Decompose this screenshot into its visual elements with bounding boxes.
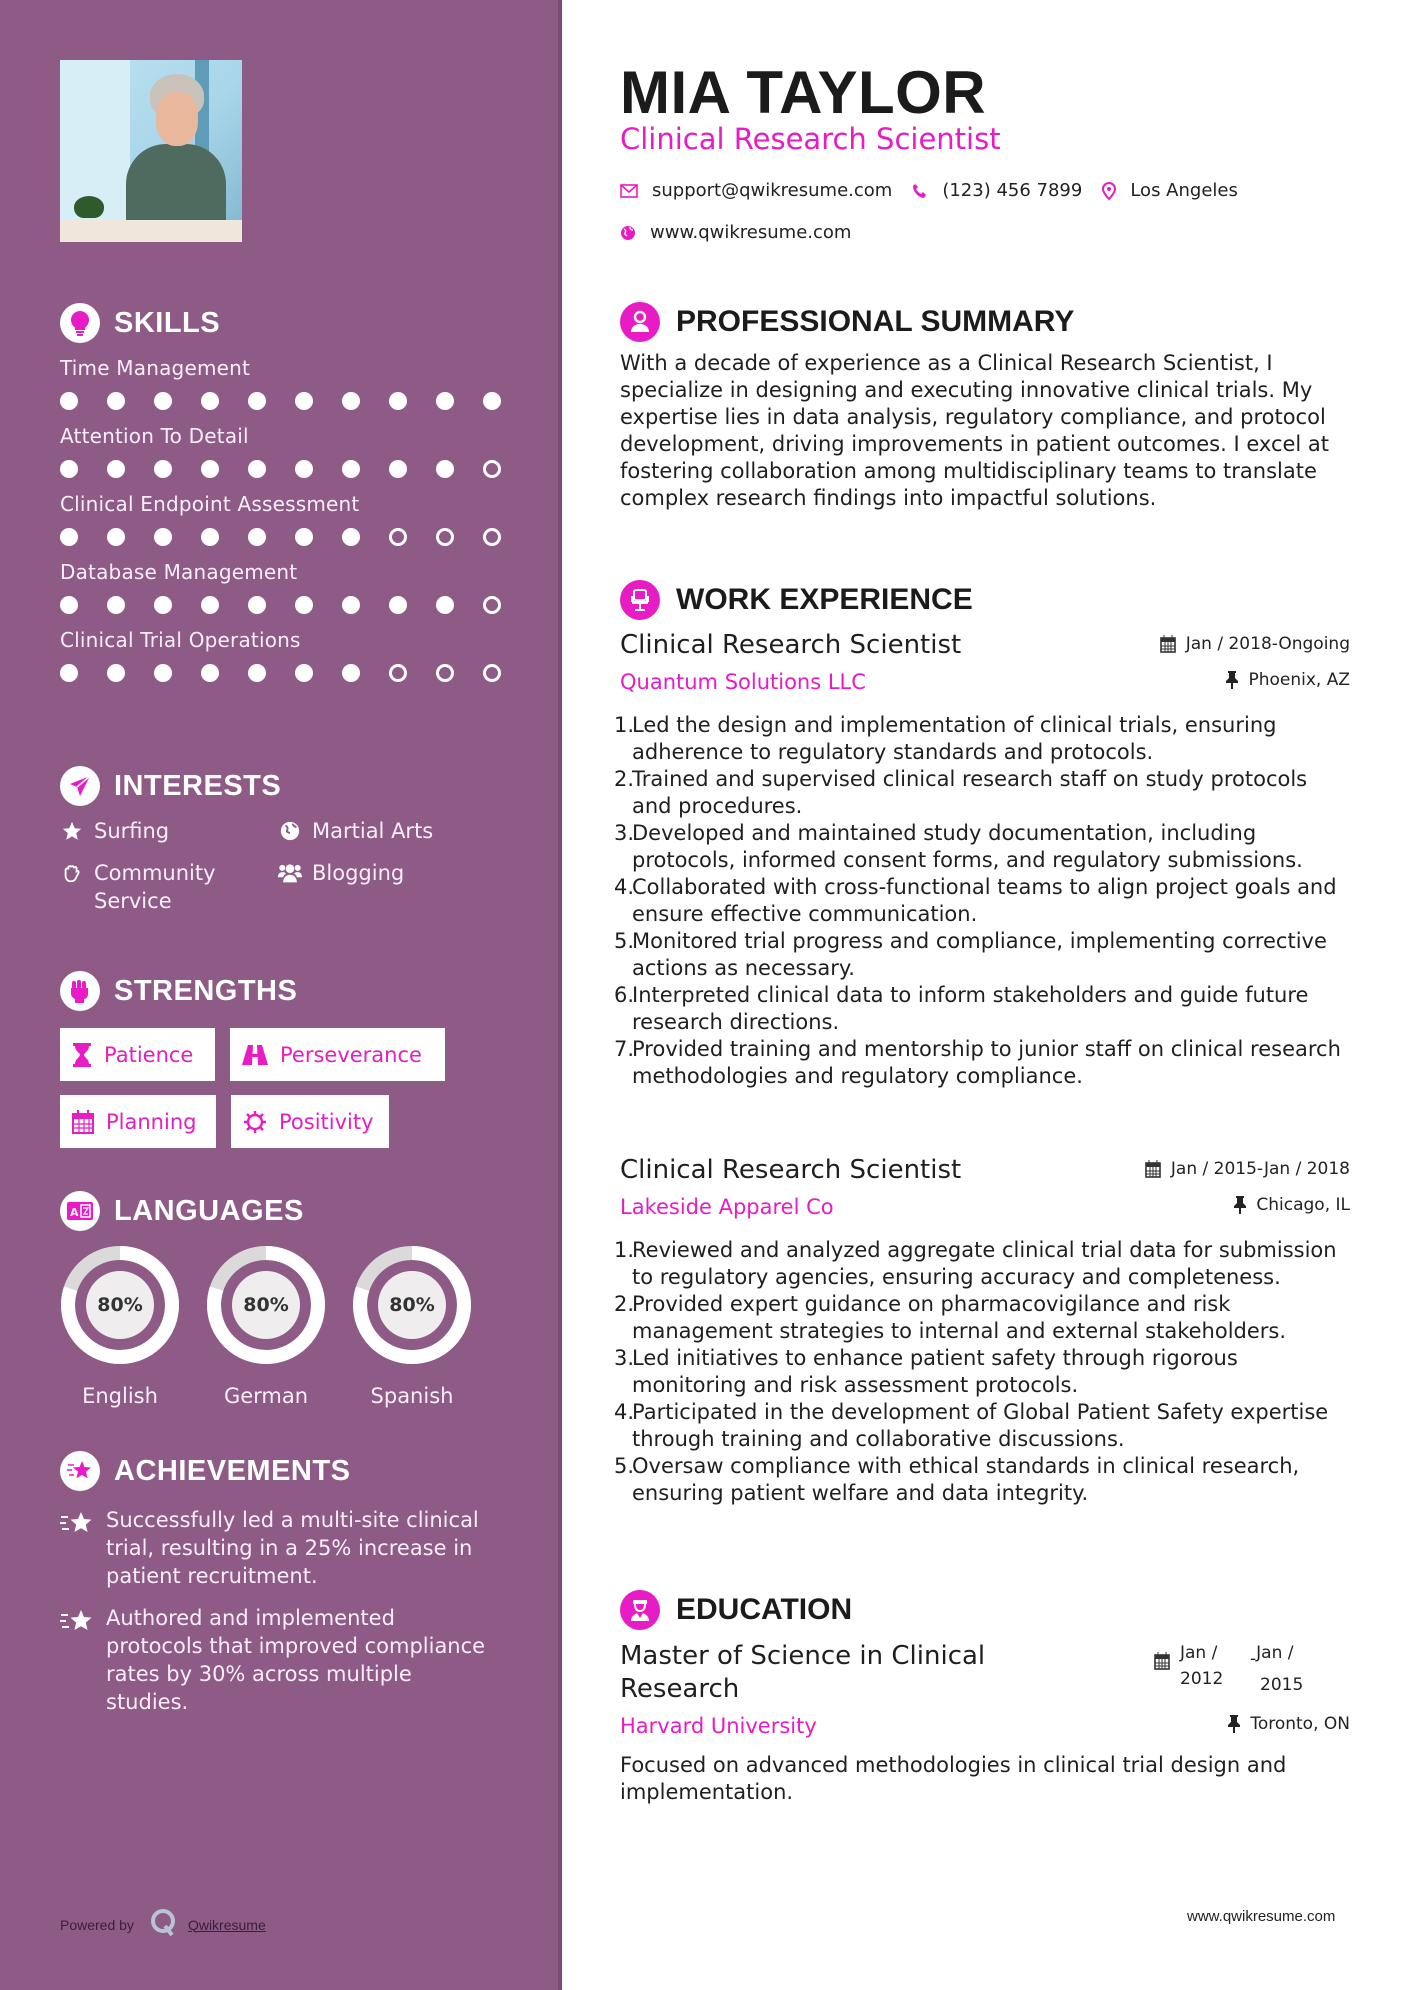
candidate-title: Clinical Research Scientist — [620, 122, 1001, 156]
skill-name: Clinical Trial Operations — [60, 628, 301, 652]
bullet-item: 1. Led the design and implementation of clinical trials, ensuring adherence to regulatory standards and protocols. — [614, 713, 1277, 764]
graduate-icon — [620, 1590, 660, 1630]
strength-chip: Planning — [60, 1095, 216, 1148]
skills-heading: SKILLS — [114, 306, 221, 339]
filled-dot-icon — [389, 596, 407, 614]
shooting-star-icon — [60, 1506, 94, 1590]
filled-dot-icon — [483, 392, 501, 410]
strength-chip: Positivity — [231, 1095, 389, 1148]
bullet-item: 5. Monitored trial progress and compliance, implementing corrective actions as necessary. — [614, 929, 1327, 980]
road-icon — [242, 1045, 268, 1065]
filled-dot-icon — [201, 596, 219, 614]
degree: Master of Science in Clinical Research — [620, 1641, 986, 1704]
filled-dot-icon — [60, 460, 78, 478]
language-progress-ring — [205, 1244, 327, 1366]
skill-name: Attention To Detail — [60, 424, 249, 448]
skill-name: Database Management — [60, 560, 298, 584]
language-percent: 80% — [378, 1271, 446, 1339]
filled-dot-icon — [248, 392, 266, 410]
skill-item — [60, 628, 530, 684]
filled-dot-icon — [201, 392, 219, 410]
bullet-item: 3. Developed and maintained study documentation, including protocols, informed consent forms, and regulatory submissions. — [614, 821, 1303, 872]
calendar-icon — [1154, 1640, 1170, 1670]
calendar-icon — [1160, 635, 1176, 653]
education-description: Focused on advanced methodologies in clinical trial design and implementation. — [620, 1753, 1287, 1804]
job-dates: Jan / 2018-Ongoing — [1185, 634, 1350, 654]
map-pin-icon — [1102, 182, 1116, 200]
bullet-item: 5. Oversaw compliance with ethical standards in clinical research, ensuring patient welfare and data integrity. — [614, 1454, 1300, 1505]
qwikresume-logo-icon — [150, 1908, 176, 1941]
filled-dot-icon — [107, 664, 125, 682]
website-row — [620, 222, 851, 243]
empty-dot-icon — [483, 664, 501, 682]
filled-dot-icon — [107, 460, 125, 478]
interests-section — [60, 765, 530, 915]
skill-rating — [60, 664, 530, 684]
filled-dot-icon — [295, 528, 313, 546]
skill-rating — [60, 392, 530, 412]
bullet-item: 6. Interpreted clinical data to inform stakeholders and guide future research directions. — [614, 983, 1309, 1034]
job-role: Clinical Research Scientist — [620, 1155, 962, 1185]
filled-dot-icon — [295, 460, 313, 478]
job-role: Clinical Research Scientist — [620, 630, 962, 660]
achievement-item — [60, 1604, 530, 1716]
skill-rating — [60, 460, 530, 480]
interests-heading: INTERESTS — [114, 769, 282, 802]
filled-dot-icon — [107, 596, 125, 614]
contact-row — [620, 180, 1258, 201]
filled-dot-icon — [154, 596, 172, 614]
filled-dot-icon — [201, 664, 219, 682]
shooting-star-icon — [60, 1451, 100, 1491]
bullet-item: 3. Led initiatives to enhance patient safety through rigorous monitoring and risk assessment protocols. — [614, 1346, 1238, 1397]
strength-chip: Perseverance — [230, 1028, 445, 1081]
svg-text:A: A — [70, 1206, 79, 1219]
sidebar — [0, 0, 560, 1990]
skill-item — [60, 560, 530, 616]
candidate-name: MIA TAYLOR — [620, 59, 987, 126]
envelope-icon — [620, 184, 638, 198]
education-header: EDUCATION — [620, 1590, 852, 1630]
language-item — [60, 1244, 180, 1408]
star-icon — [60, 817, 84, 842]
user-icon — [620, 302, 660, 342]
filled-dot-icon — [342, 596, 360, 614]
empty-dot-icon — [483, 460, 501, 478]
interest-item: Blogging — [278, 859, 518, 915]
skill-item — [60, 492, 530, 548]
strength-chip: Patience — [60, 1028, 215, 1081]
languages-heading: LANGUAGES — [114, 1194, 304, 1227]
job-location: Chicago, IL — [1256, 1195, 1350, 1215]
fist-icon — [60, 971, 100, 1011]
education-dates: Jan / 2012 -Jan / 2015 — [1154, 1640, 1310, 1698]
hourglass-icon — [72, 1043, 92, 1067]
language-percent: 80% — [86, 1271, 154, 1339]
filled-dot-icon — [342, 664, 360, 682]
achievement-text: Authored and implemented protocols that improved compliance rates by 30% across multiple studies. — [106, 1606, 486, 1714]
skill-name: Time Management — [60, 356, 251, 380]
language-name: German — [223, 1384, 309, 1408]
interest-item: Surfing — [60, 817, 278, 845]
filled-dot-icon — [342, 528, 360, 546]
school-name: Harvard University — [620, 1714, 817, 1738]
bullet-item: 1. Reviewed and analyzed aggregate clinical trial data for submission to regulatory agencies, ensuring accuracy and completeness. — [614, 1238, 1337, 1289]
job-bullets — [614, 712, 1350, 1090]
achievements-section — [60, 1450, 530, 1716]
phone[interactable]: (123) 456 7899 — [942, 180, 1083, 201]
skill-rating — [60, 528, 530, 548]
languages-section — [60, 1190, 530, 1408]
globe-icon — [278, 817, 302, 842]
hand-icon — [60, 859, 84, 884]
filled-dot-icon — [342, 460, 360, 478]
job-entry — [614, 1155, 1350, 1507]
translate-icon — [60, 1191, 100, 1231]
filled-dot-icon — [60, 392, 78, 410]
skill-name: Clinical Endpoint Assessment — [60, 492, 360, 516]
qwikresume-link[interactable]: Qwikresume — [187, 1916, 266, 1933]
interest-item: Community Service — [60, 859, 278, 915]
footer-url[interactable]: www.qwikresume.com — [1187, 1908, 1336, 1925]
job-bullets — [614, 1237, 1350, 1507]
empty-dot-icon — [436, 528, 454, 546]
summary-header: PROFESSIONAL SUMMARY — [620, 302, 1074, 342]
empty-dot-icon — [483, 528, 501, 546]
filled-dot-icon — [201, 460, 219, 478]
filled-dot-icon — [436, 596, 454, 614]
filled-dot-icon — [295, 664, 313, 682]
filled-dot-icon — [60, 596, 78, 614]
phone-icon — [912, 183, 928, 199]
filled-dot-icon — [342, 392, 360, 410]
job-dates: Jan / 2015-Jan / 2018 — [1170, 1159, 1350, 1179]
powered-by: Powered by Qwikresume — [60, 1908, 266, 1941]
bullet-item: 7. Provided training and mentorship to junior staff on clinical research methodologies and regulatory compliance. — [614, 1037, 1341, 1088]
achievements-heading: ACHIEVEMENTS — [114, 1454, 351, 1487]
filled-dot-icon — [154, 392, 172, 410]
language-item — [206, 1244, 326, 1408]
filled-dot-icon — [295, 392, 313, 410]
language-name: Spanish — [370, 1384, 454, 1408]
filled-dot-icon — [154, 664, 172, 682]
empty-dot-icon — [483, 596, 501, 614]
filled-dot-icon — [201, 528, 219, 546]
skill-item — [60, 356, 530, 412]
language-progress-ring — [59, 1244, 181, 1366]
sun-icon — [243, 1110, 267, 1134]
filled-dot-icon — [295, 596, 313, 614]
company-name: Quantum Solutions LLC — [620, 670, 866, 694]
sidebar-divider — [558, 0, 562, 1990]
website-link[interactable]: www.qwikresume.com — [650, 222, 852, 243]
profile-photo — [60, 60, 242, 242]
calendar-icon — [72, 1110, 94, 1134]
filled-dot-icon — [107, 392, 125, 410]
education-entry: Master of Science in Clinical Research Jan / 2012 -Jan / 2015 Harvard University Toronto, ON Focused on advanced methodologies in clinical trial design and implementation. — [620, 1641, 1350, 1804]
empty-dot-icon — [436, 664, 454, 682]
filled-dot-icon — [107, 528, 125, 546]
summary-text: With a decade of experience as a Clinical Research Scientist, I specialize in designing and executing innovative clinical trials. My expertise lies in data analysis, regulatory compliance, and protocol development, driving improvements in patient outcomes. I excel at fostering collaboration among multidisciplinary teams to translate complex research findings into impactful solutions. — [620, 351, 1330, 510]
filled-dot-icon — [389, 460, 407, 478]
email[interactable]: support@qwikresume.com — [652, 180, 893, 201]
strengths-heading: STRENGTHS — [114, 974, 298, 1007]
chair-icon — [620, 580, 660, 620]
pushpin-icon — [1228, 1715, 1240, 1733]
filled-dot-icon — [436, 460, 454, 478]
filled-dot-icon — [436, 392, 454, 410]
filled-dot-icon — [389, 392, 407, 410]
shooting-star-icon — [60, 1604, 94, 1716]
filled-dot-icon — [60, 528, 78, 546]
experience-header: WORK EXPERIENCE — [620, 580, 973, 620]
skill-rating — [60, 596, 530, 616]
filled-dot-icon — [248, 664, 266, 682]
globe-icon — [620, 225, 636, 241]
pushpin-icon — [1226, 671, 1238, 689]
bullet-item: 4. Collaborated with cross-functional teams to align project goals and ensure effective communication. — [614, 875, 1337, 926]
achievement-text: Successfully led a multi-site clinical trial, resulting in a 25% increase in patient recruitment. — [106, 1508, 479, 1588]
filled-dot-icon — [60, 664, 78, 682]
filled-dot-icon — [248, 528, 266, 546]
job-location: Phoenix, AZ — [1248, 670, 1350, 690]
filled-dot-icon — [248, 460, 266, 478]
users-icon — [278, 859, 302, 884]
filled-dot-icon — [248, 596, 266, 614]
paper-plane-icon — [60, 766, 100, 806]
skill-item — [60, 424, 530, 480]
job-entry — [614, 630, 1350, 1090]
company-name: Lakeside Apparel Co — [620, 1195, 834, 1219]
language-item — [352, 1244, 472, 1408]
location: Los Angeles — [1130, 180, 1238, 201]
language-name: English — [82, 1384, 158, 1408]
interest-item: Martial Arts — [278, 817, 518, 845]
strengths-section — [60, 970, 530, 1148]
empty-dot-icon — [389, 528, 407, 546]
bullet-item: 2. Provided expert guidance on pharmacovigilance and risk management strategies to internal and external stakeholders. — [614, 1292, 1287, 1343]
filled-dot-icon — [154, 460, 172, 478]
bullet-item: 4. Participated in the development of Global Patient Safety expertise through training and collaborative discussions. — [614, 1400, 1329, 1451]
achievement-item — [60, 1506, 530, 1590]
language-percent: 80% — [232, 1271, 300, 1339]
filled-dot-icon — [154, 528, 172, 546]
pushpin-icon — [1234, 1196, 1246, 1214]
skills-section — [60, 302, 530, 684]
calendar-icon — [1145, 1160, 1161, 1178]
language-progress-ring — [351, 1244, 473, 1366]
empty-dot-icon — [389, 664, 407, 682]
bullet-item: 2. Trained and supervised clinical research staff on study protocols and procedures. — [614, 767, 1308, 818]
lightbulb-icon — [60, 303, 100, 343]
